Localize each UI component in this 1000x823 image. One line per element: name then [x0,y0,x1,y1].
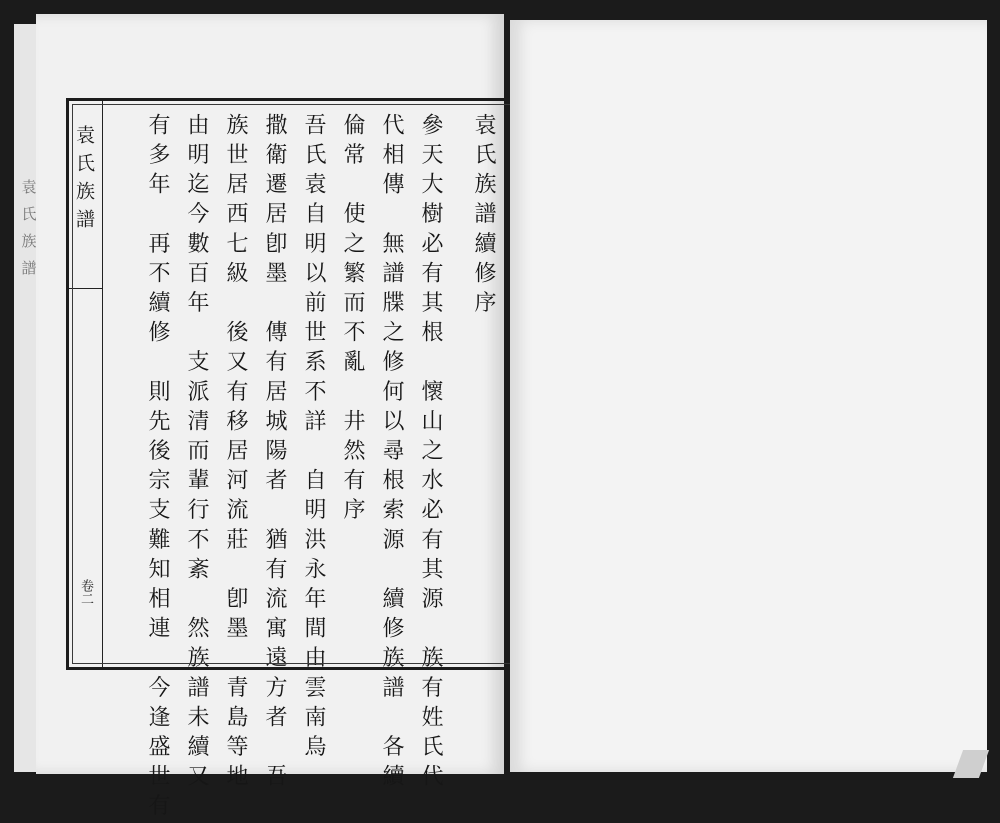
page-frame [66,98,520,823]
spine-divider [69,288,102,289]
back-page-title: 袁氏族譜 [21,178,37,277]
preface-text [127,113,503,823]
spine-title: 袁氏族譜 [73,125,95,237]
text-column-2: 代相傳 無譜牒之修何以尋根索源 續修族譜 各續 [379,113,404,794]
right-page-blank [510,20,987,772]
text-column-7: 由明迄今數百年 支派清而輩行不紊 然族譜未續又 [184,113,209,794]
left-page [36,14,504,823]
spine-column [69,101,103,667]
text-column-4: 吾氏袁自明以前世系不詳 自明洪永年間由雲南烏 [301,113,326,765]
text-column-8: 有多年 再不續修 則先後宗支難知相連 今逢盛世有 [145,113,170,823]
preface-heading: 袁氏族譜續修序 [471,113,496,321]
text-column-1: 參天大樹必有其根 懷山之水必有其源 族有姓氏代 [418,113,443,794]
text-column-5: 撒衛遷居卽墨 傳有居城陽者 猶有流寓遠方者 吾 [262,113,287,794]
volume-label: 卷二 [78,579,93,605]
text-column-3: 倫常 使之繁而不亂 井然有序 [340,113,365,528]
text-column-6: 族世居西七級 後又有移居河流莊 卽墨 青島等地 [223,113,248,794]
